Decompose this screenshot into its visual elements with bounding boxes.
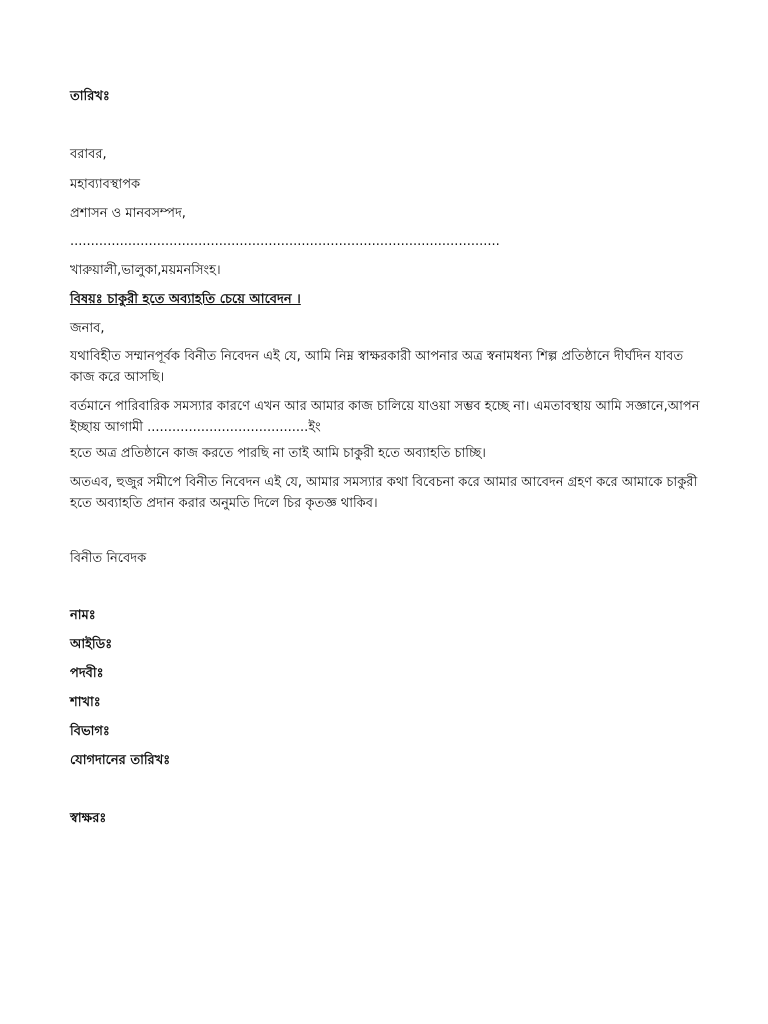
body-paragraph-4: অতএব, হুজুর সমীপে বিনীত নিবেদন এই যে, আমার সমস্যার কথা বিবেচনা করে আমার আবেদন গ্রহণ করে আমাকে চাকুরী হতে অব্যাহতি প্রদান করার অনুমতি দিলে চির কৃতজ্ঞ থাকিব। (70, 475, 698, 511)
body-paragraph-3: হতে অত্র প্রতিষ্ঠানে কাজ করতে পারছি না তাই আমি চাকুরী হতে অব্যাহতি চাচ্ছি। (70, 446, 486, 461)
id-field-label: আইডিঃ (70, 637, 113, 652)
branch-field-label: শাখাঃ (70, 695, 101, 710)
body-paragraph-2: বর্তমানে পারিবারিক সমস্যার কারণে এখন আর আমার কাজ চালিয়ে যাওয়া সম্ভব হচ্ছে না। এমতাবস্থায় আমি সজ্ঞানে,আপন ইচ্ছায় আগামী .......................................ইং (70, 399, 700, 435)
signature-label: স্বাক্ষরঃ (70, 811, 107, 826)
department-line: প্রশাসন ও মানবসম্পদ, (70, 206, 186, 221)
address-line: খারুয়ালী,ভালুকা,ময়মনসিংহ। (70, 263, 221, 278)
subject-line: বিষয়ঃ চাকুরী হতে অব্যাহতি চেয়ে আবেদন । (70, 292, 301, 307)
body-paragraph-1: যথাবিহীত সম্মানপূর্বক বিনীত নিবেদন এই যে, আমি নিম্ন স্বাক্ষরকারী আপনার অত্র স্বনামধন্য শিল্প প্রতিষ্ঠানে দীর্ঘদিন যাবত কাজ করে আসছি। (70, 349, 684, 385)
closing-line: বিনীত নিবেদক (70, 551, 147, 566)
recipient-title: মহাব্যাবস্থাপক (70, 177, 141, 192)
date-label: তারিখঃ (70, 89, 110, 104)
company-blank-line: ........................................................................................................ (70, 234, 500, 249)
designation-field-label: পদবীঃ (70, 666, 104, 681)
to-line: বরাবর, (70, 147, 107, 162)
joining-date-field-label: যোগদানের তারিখঃ (70, 753, 171, 768)
salutation: জনাব, (70, 321, 105, 336)
name-field-label: নামঃ (70, 608, 96, 623)
division-field-label: বিভাগঃ (70, 724, 110, 739)
